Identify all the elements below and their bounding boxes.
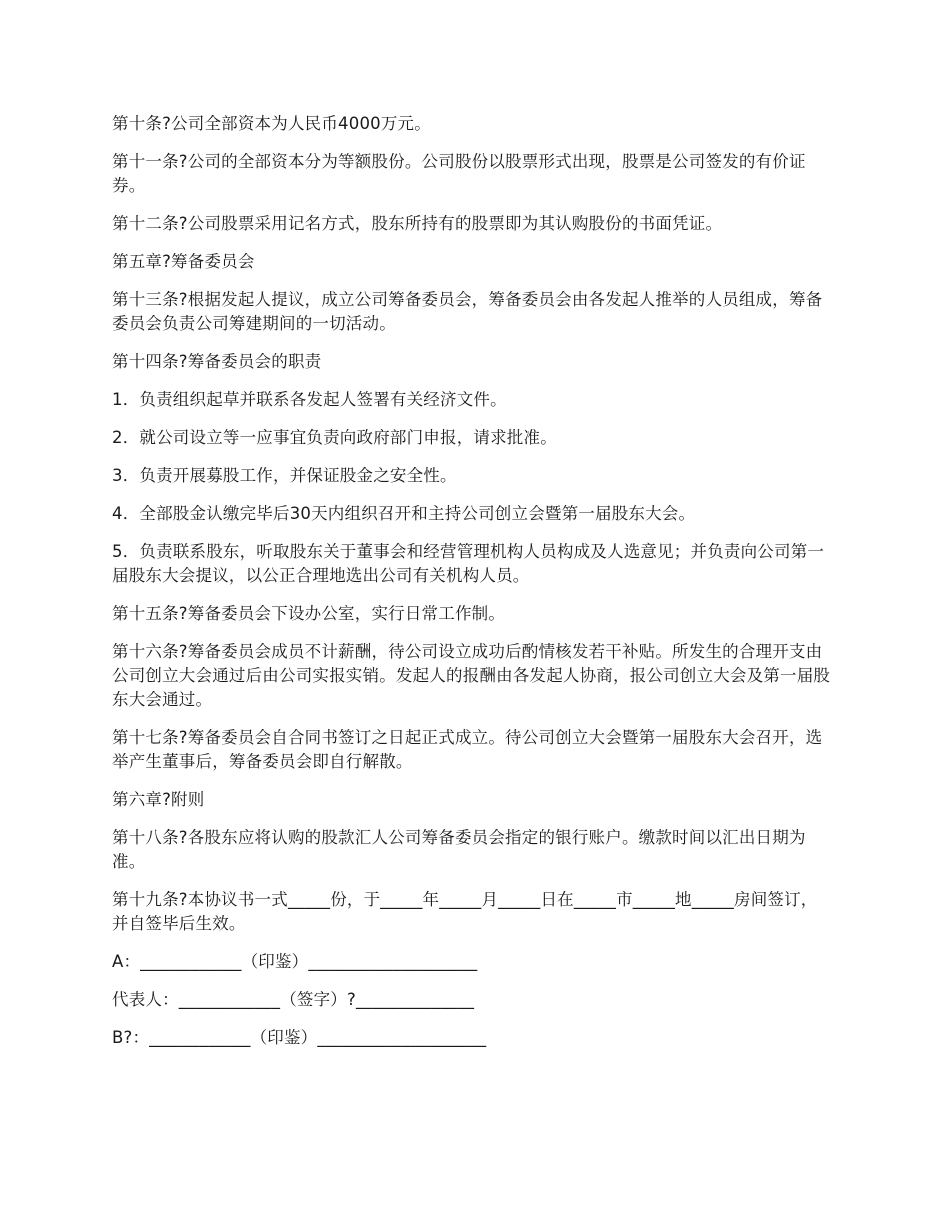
document-page: [112, 112, 834, 1064]
article-12: 第十二条?公司股票采用记名方式，股东所持有的股票即为其认购股份的书面凭证。: [112, 214, 723, 233]
party-a-signature-line: A：____________（印鉴）____________________: [112, 952, 478, 971]
duty-item-2: 2．就公司设立等一应事宜负责向政府部门申报，请求批准。: [112, 428, 557, 447]
duty-item-5: 5．负责联系股东，听取股东关于董事会和经营管理机构人员构成及人选意见；并负责向公司第一届股东大会提议，以公正合理地选出公司有关机构人员。: [112, 542, 825, 585]
article-11: 第十一条?公司的全部资本分为等额股份。公司股份以股票形式出现，股票是公司签发的有价证券。: [112, 152, 806, 195]
article-10: 第十条?公司全部资本为人民币4000万元。: [112, 114, 431, 133]
duty-item-1: 1．负责组织起草并联系各发起人签署有关经济文件。: [112, 390, 507, 409]
article-17: 第十七条?筹备委员会自合同书签订之日起正式成立。待公司创立大会暨第一届股东大会召开，选举产生董事后，筹备委员会即自行解散。: [112, 728, 823, 771]
duty-item-4: 4．全部股金认缴完毕后30天内组织召开和主持公司创立会暨第一届股东大会。: [112, 504, 696, 523]
article-19: 第十九条?本协议书一式_____份，于_____年_____月_____日在_____市_____地_____房间签订，并自签毕后生效。: [112, 890, 818, 933]
representative-signature-line: 代表人：____________（签字）?______________: [112, 990, 475, 1009]
chapter-5-heading: 第五章?筹备委员会: [112, 252, 255, 271]
article-15: 第十五条?筹备委员会下设办公室，实行日常工作制。: [112, 604, 506, 623]
party-b-signature-line: B?：____________（印鉴）____________________: [112, 1028, 487, 1047]
article-18: 第十八条?各股东应将认购的股款汇人公司筹备委员会指定的银行账户。缴款时间以汇出日期为准。: [112, 828, 806, 871]
article-13: 第十三条?根据发起人提议，成立公司筹备委员会，筹备委员会由各发起人推举的人员组成，筹备委员会负责公司筹建期间的一切活动。: [112, 290, 823, 333]
duty-item-3: 3．负责开展募股工作，并保证股金之安全性。: [112, 466, 457, 485]
article-14: 第十四条?筹备委员会的职责: [112, 352, 322, 371]
article-16: 第十六条?筹备委员会成员不计薪酬，待公司设立成功后酌情核发若干补贴。所发生的合理开支由公司创立大会通过后由公司实报实销。发起人的报酬由各发起人协商，报公司创立大会及第一届股东大会通过。: [112, 642, 831, 709]
chapter-6-heading: 第六章?附则: [112, 790, 205, 809]
